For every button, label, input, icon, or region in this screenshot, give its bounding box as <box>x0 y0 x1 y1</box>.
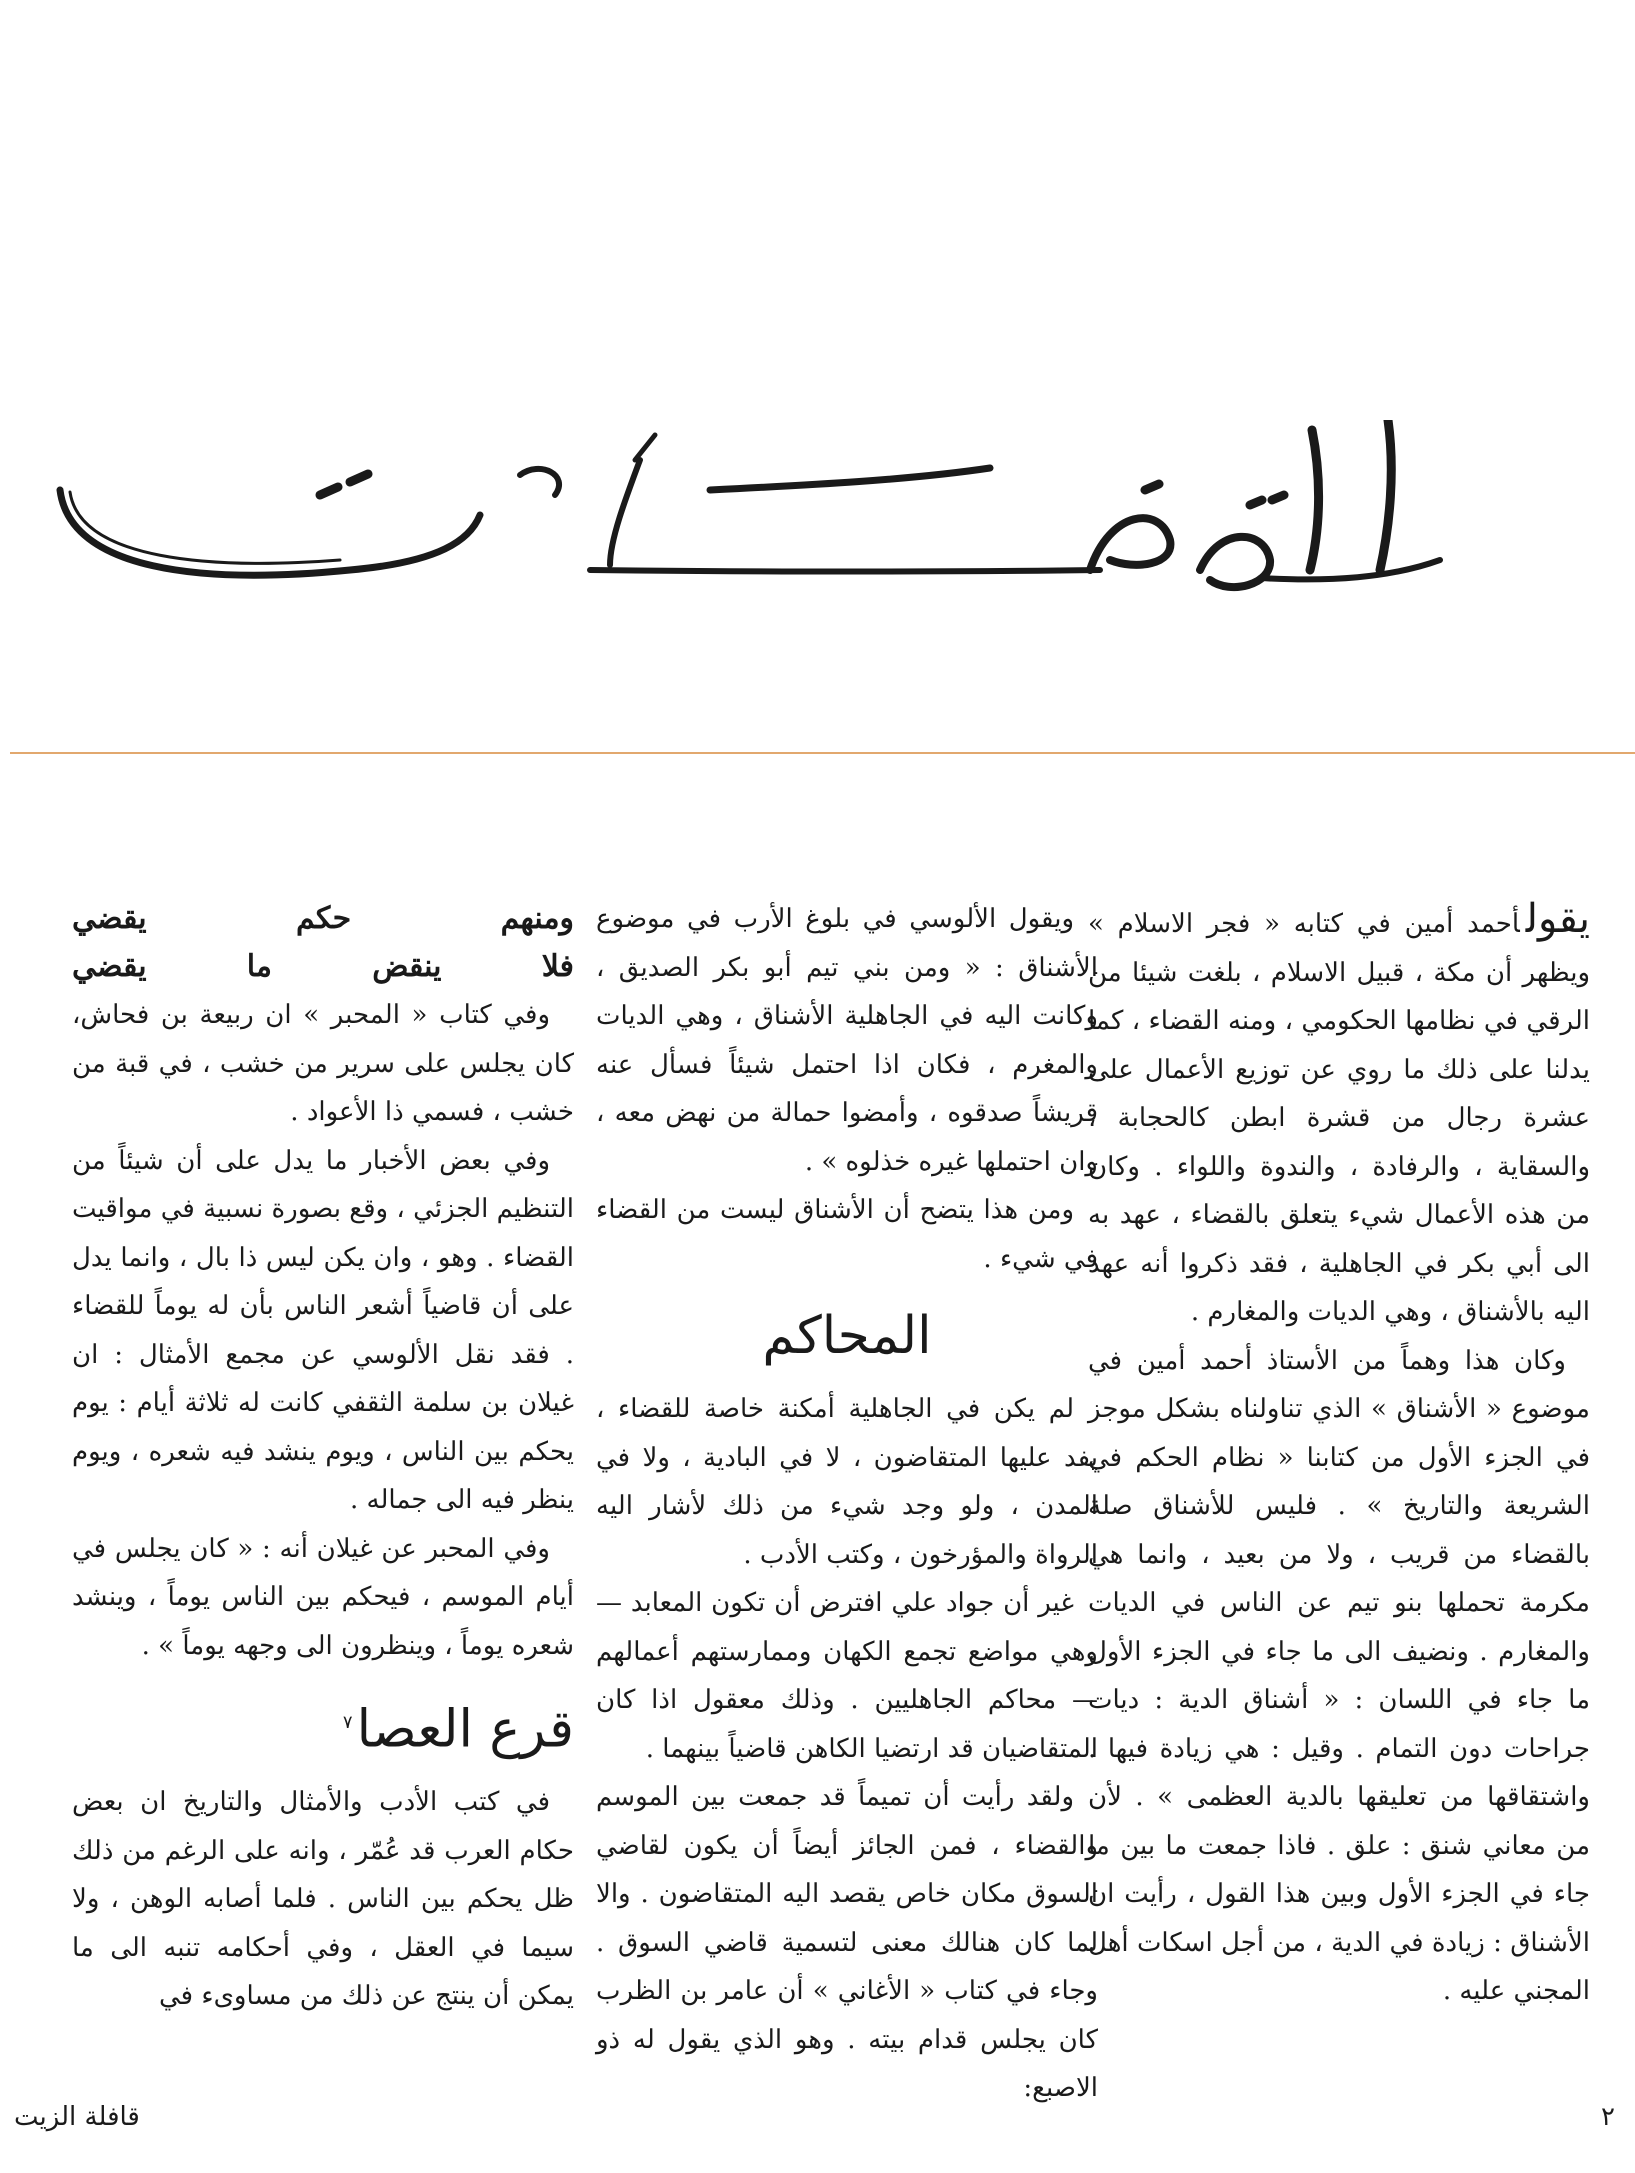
paragraph: ولقد رأيت أن تميماً قد جمعت بين الموسم والقضاء ، فمن الجائز أيضاً أن يكون لقاضي السوق مكان خاص يقصد اليه المتقاضون . والا لما كان هنالك معنى لتسمية قاضي السوق . وجاء في كتاب « الأغاني » أن عامر بن الظرب كان يجلس قدام بيته . وهو الذي يقول له ذو الاصبع: <box>596 1782 1098 2103</box>
paragraph: لم يكن في الجاهلية أمكنة خاصة للقضاء ، يفد عليها المتقاضون ، لا في البادية ، ولا في المدن ، ولو وجد شيء من ذلك لأشار اليه الرواة والمؤرخون ، وكتب الأدب . <box>596 1394 1098 1570</box>
paragraph: ومن هذا يتضح أن الأشناق ليست من القضاء في شيء . <box>596 1195 1098 1274</box>
paragraph: وكان هذا وهماً من الأستاذ أحمد أمين في موضوع « الأشناق » الذي تناولناه بشكل موجز في الجزء الأول من كتابنا « نظام الحكم في الشريعة والتاريخ » . فليس للأشناق صلة بالقضاء من قريب ، ولا من بعيد ، وانما هي مكرمة تحملها بنو تيم عن الناس في الديات والمغارم . ونضيف الى ما جاء في الجزء الأول ما جاء في اللسان : « أشناق الدية : ديات جراحات دون التمام . وقيل : هي زيادة فيها . واشتقاقها من تعليقها بالدية العظمى » . لأن من معاني شنق : علق . فاذا جمعت ما بين ما جاء في الجزء الأول وبين هذا القول ، رأيت ان الأشناق : زيادة في الدية ، من أجل اسكات أهل المجني عليه . <box>1088 1345 1590 2006</box>
column-left <box>72 895 574 2021</box>
column-middle <box>596 895 1098 2113</box>
paragraph: في كتب الأدب والأمثال والتاريخ ان بعض حكام العرب قد عُمّر ، وانه على الرغم من ذلك ظل يحكم بين الناس . فلما أصابه الوهن ، ولا سيما في العقل ، وفي أحكامه تنبه الى ما يمكن أن ينتج عن ذلك من مساوىء في <box>72 1787 574 2012</box>
paragraph-text: أحمد أمين في كتابه « فجر الاسلام » ويظهر أن مكة ، قبيل الاسلام ، بلغت شيئا من الرقي في نظامها الحكومي ، ومنه القضاء ، كما يدلنا على ذلك ما روي عن توزيع الأعمال على عشرة رجال من قشرة ابطن كالحجابة ، والسقاية ، والرفادة ، والندوة واللواء . وكان من هذه الأعمال شيء يتعلق بالقضاء ، عهد به الى أبي بكر في الجاهلية ، فقد ذكروا أنه عهد اليه بالأشناق ، وهي الديات والمغارم . <box>1088 909 1590 1327</box>
paragraph: وفي بعض الأخبار ما يدل على أن شيئاً من التنظيم الجزئي ، وقع بصورة نسبية في مواقيت القضاء . وهو ، وان يكن ليس ذا بال ، وانما يدل على أن قاضياً أشعر الناس بأن له يوماً للقضاء . فقد نقل الألوسي عن مجمع الأمثال : ان غيلان بن سلمة الثقفي كانت له ثلاثة أيام : يوم يحكم بين الناس ، ويوم ينشد فيه شعره ، ويوم ينظر فيه الى جماله . <box>72 1145 574 1515</box>
section-heading-courts: المحاكم <box>762 1306 932 1366</box>
verse-line-1: ومنهم حكم يقضي <box>72 901 574 936</box>
title-divider <box>10 752 1635 754</box>
section-heading-text: قرع العصا <box>356 1699 574 1760</box>
paragraph: وفي كتاب « المحبر » ان ربيعة بن فحاش، كان يجلس على سرير من خشب ، في قبة من خشب ، فسمي ذا الأعواد . <box>72 1000 574 1127</box>
page-number: ٢ <box>1601 2102 1615 2132</box>
verse-line-2: فلا ينقض ما يقضي <box>72 949 574 984</box>
page-title <box>50 420 1470 620</box>
publication-name: قافلة الزيت <box>14 2102 140 2132</box>
paragraph: غير أن جواد علي افترض أن تكون المعابد — وهي مواضع تجمع الكهان وممارستهم أعمالهم — محاكم الجاهليين . وذلك معقول اذا كان المتقاضيان قد ارتضيا الكاهن قاضياً بينهما . <box>596 1588 1098 1764</box>
column-right <box>1088 895 1590 2016</box>
section-heading-mark: ٧ <box>342 1712 353 1733</box>
paragraph <box>1088 895 1590 1337</box>
lead-word: يقول <box>1525 896 1590 942</box>
calligraphy-title-art <box>50 420 1470 620</box>
paragraph: وفي المحبر عن غيلان أنه : « كان يجلس في أيام الموسم ، فيحكم بين الناس يوماً ، وينشد شعره يوماً ، وينظرون الى وجهه يوماً » . <box>72 1533 574 1661</box>
paragraph: ويقول الألوسي في بلوغ الأرب في موضوع الأشناق : « ومن بني تيم أبو بكر الصديق ، وكانت اليه في الجاهلية الأشناق ، وهي الديات والمغرم ، فكان اذا احتمل شيئاً فسأل عنه قريشاً صدقوه ، وأمضوا حمالة من نهض معه ، وان احتملها غيره خذلوه » . <box>596 904 1098 1177</box>
section-heading-staff-knock <box>72 1688 574 1764</box>
